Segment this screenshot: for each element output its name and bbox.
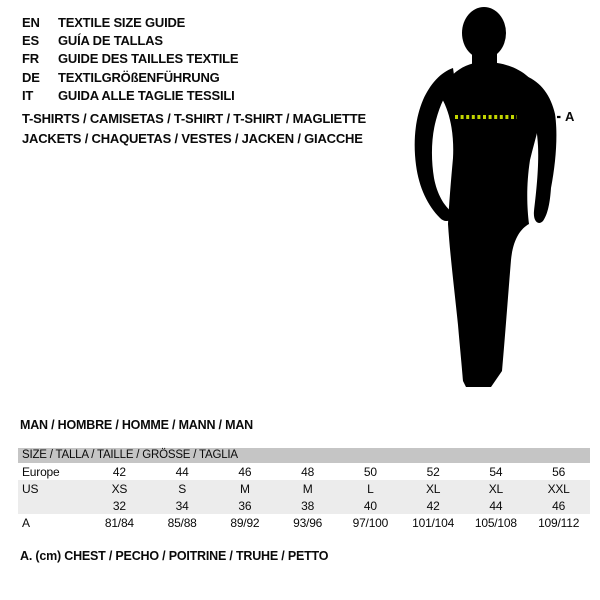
table-cell: 34 bbox=[175, 498, 189, 513]
table-cell: 46 bbox=[238, 464, 252, 479]
table-cell: 81/84 bbox=[104, 515, 134, 530]
silhouette-legs bbox=[448, 224, 529, 387]
language-code: FR bbox=[22, 51, 39, 67]
language-row-fr bbox=[22, 50, 238, 68]
language-code: IT bbox=[22, 88, 34, 104]
table-cell: 44 bbox=[489, 498, 503, 513]
table-cell: 42 bbox=[112, 464, 126, 479]
language-row-de bbox=[22, 68, 238, 86]
garment-types bbox=[22, 109, 366, 148]
language-code: ES bbox=[22, 33, 39, 49]
table-cell: XL bbox=[488, 481, 504, 496]
table-cell: 38 bbox=[301, 498, 315, 513]
garment-line-tshirts: T-SHIRTS / CAMISETAS / T-SHIRT / T-SHIRT / MAGLIETTE bbox=[22, 111, 366, 126]
table-cell: 105/108 bbox=[474, 515, 517, 530]
table-cell: M bbox=[239, 481, 250, 496]
table-cell: 97/100 bbox=[352, 515, 389, 530]
language-row-en bbox=[22, 13, 238, 31]
table-cell: XXL bbox=[547, 481, 570, 496]
row-label: A bbox=[22, 515, 30, 530]
section-title-man: MAN / HOMBRE / HOMME / MANN / MAN bbox=[20, 418, 253, 432]
language-code: EN bbox=[22, 14, 40, 30]
table-cell: 54 bbox=[489, 464, 503, 479]
table-cell: 89/92 bbox=[230, 515, 260, 530]
language-label: GUIDE DES TAILLES TEXTILE bbox=[58, 51, 239, 67]
man-silhouette-figure bbox=[400, 0, 595, 398]
table-cell: 36 bbox=[238, 498, 252, 513]
table-row-us bbox=[18, 480, 590, 497]
table-cell: XL bbox=[425, 481, 441, 496]
size-table bbox=[18, 448, 590, 531]
table-cell: 85/88 bbox=[167, 515, 197, 530]
table-cell: 48 bbox=[301, 464, 315, 479]
table-cell: 44 bbox=[175, 464, 189, 479]
table-cell: 40 bbox=[363, 498, 377, 513]
row-label: Europe bbox=[22, 464, 60, 479]
language-label: GUÍA DE TALLAS bbox=[58, 33, 163, 49]
row-label: US bbox=[22, 481, 39, 496]
language-label: TEXTILE SIZE GUIDE bbox=[58, 14, 186, 30]
language-row-it bbox=[22, 87, 238, 105]
measure-label-a: A bbox=[565, 109, 575, 124]
language-label: TEXTILGRÖßENFÜHRUNG bbox=[58, 69, 220, 85]
table-row-us-numeric bbox=[18, 497, 590, 514]
table-row-chest-a bbox=[18, 514, 590, 531]
table-row-europe bbox=[18, 463, 590, 480]
language-label: GUIDA ALLE TAGLIE TESSILI bbox=[58, 88, 235, 104]
table-cell: XS bbox=[111, 481, 128, 496]
table-cell: 56 bbox=[552, 464, 566, 479]
language-list bbox=[22, 13, 238, 105]
table-cell: M bbox=[302, 481, 313, 496]
measure-footnote: A. (cm) CHEST / PECHO / POITRINE / TRUHE / PETTO bbox=[20, 549, 329, 563]
table-cell: S bbox=[178, 481, 187, 496]
table-cell: 52 bbox=[426, 464, 440, 479]
size-table-header: SIZE / TALLA / TAILLE / GRÖSSE / TAGLIA bbox=[18, 448, 590, 463]
table-cell: 93/96 bbox=[293, 515, 323, 530]
table-cell: 32 bbox=[112, 498, 126, 513]
table-cell: 109/112 bbox=[538, 515, 580, 530]
table-cell: L bbox=[367, 481, 374, 496]
language-row-es bbox=[22, 31, 238, 49]
table-cell: 50 bbox=[363, 464, 377, 479]
table-cell: 101/104 bbox=[412, 515, 455, 530]
table-cell: 42 bbox=[426, 498, 440, 513]
language-code: DE bbox=[22, 69, 40, 85]
table-cell: 46 bbox=[552, 498, 566, 513]
garment-line-jackets: JACKETS / CHAQUETAS / VESTES / JACKEN / GIACCHE bbox=[22, 130, 363, 146]
